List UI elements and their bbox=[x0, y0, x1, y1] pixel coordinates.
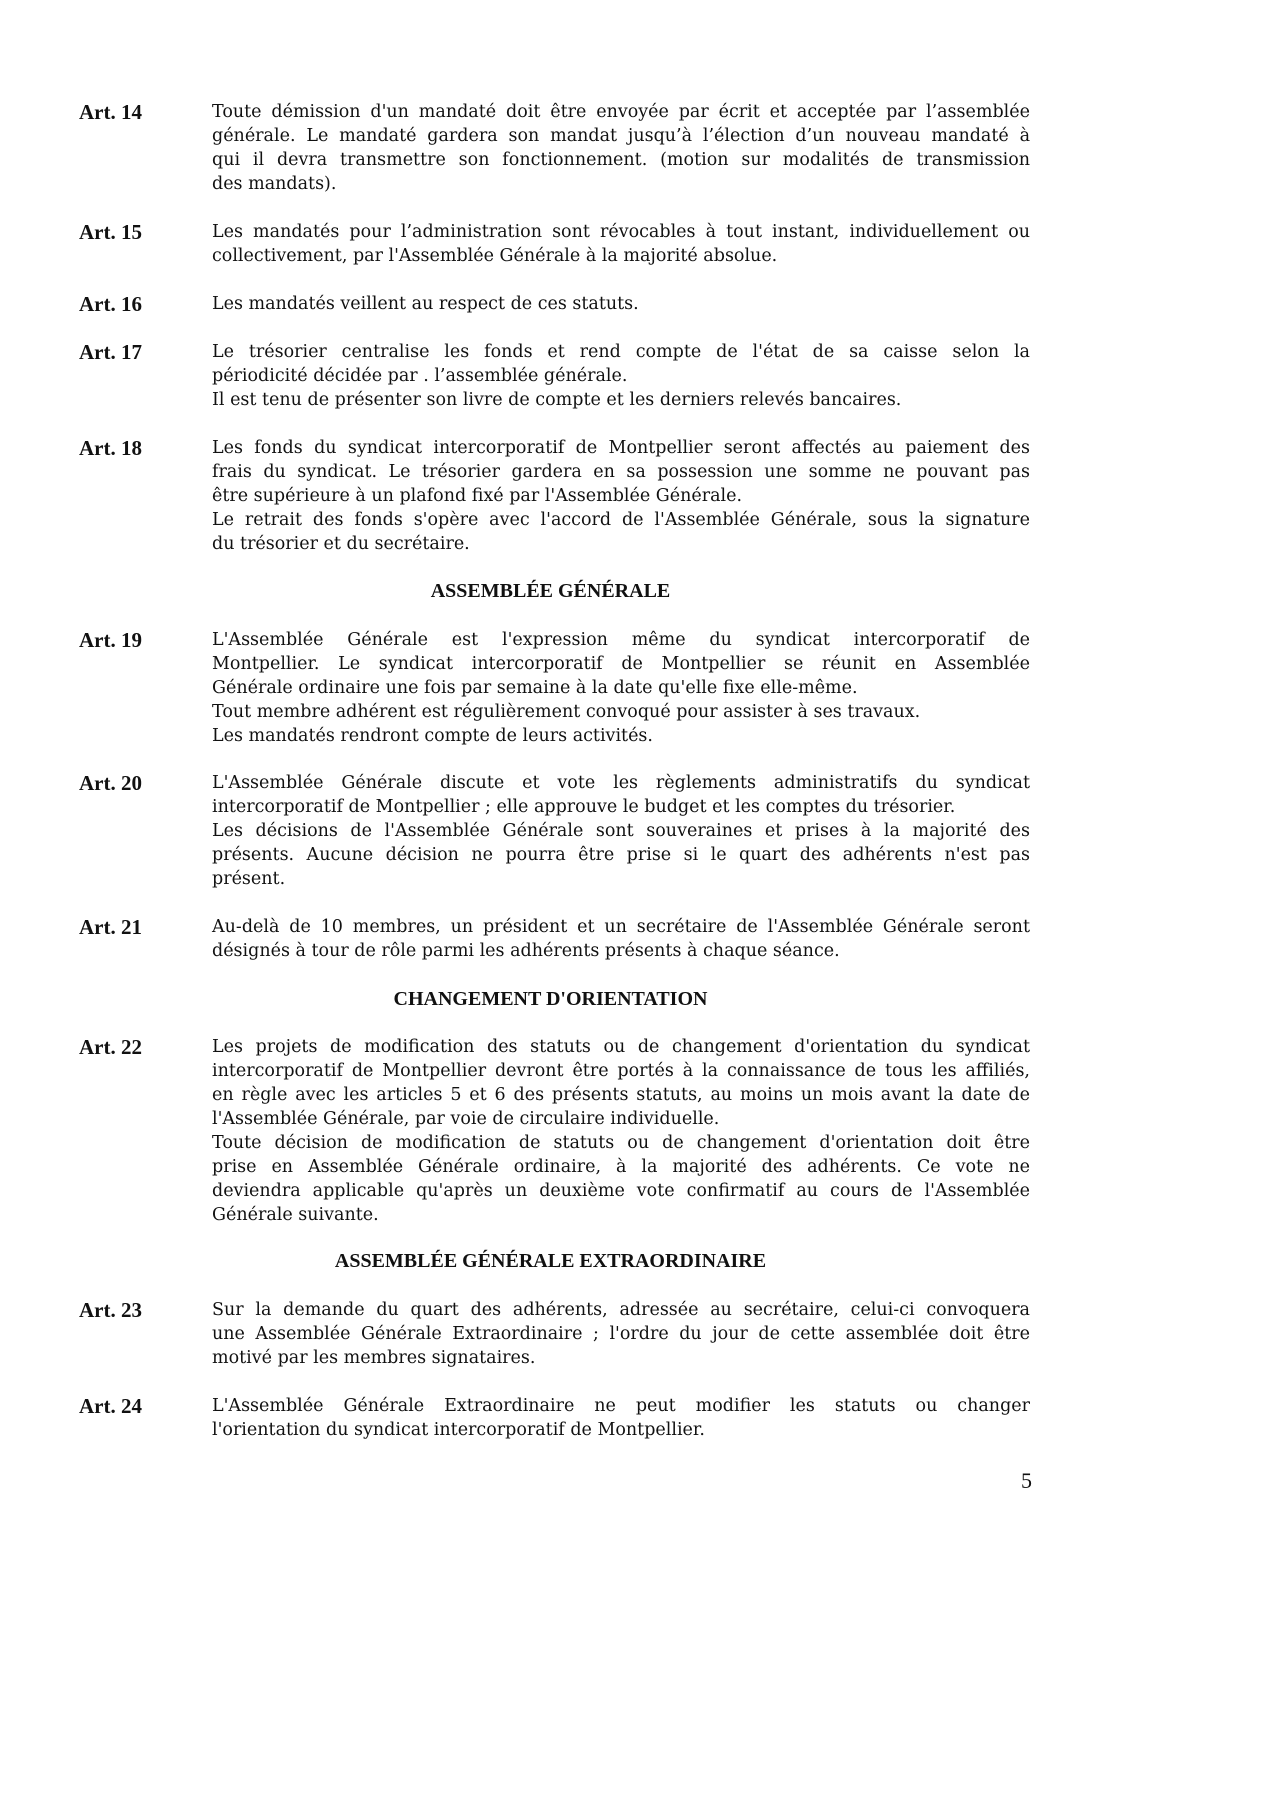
text-line: motivé par les membres signataires. bbox=[212, 1348, 536, 1368]
article-text bbox=[212, 220, 1030, 268]
text-line: Montpellier. Le syndicat intercorporatif de Montpellier se réunit en Assemblée bbox=[212, 654, 1030, 674]
text-line: Au-delà de 10 membres, un président et un secrétaire de l'Assemblée Générale seront bbox=[212, 917, 1030, 937]
article-text bbox=[212, 292, 1030, 316]
text-line: deviendra applicable qu'après un deuxième vote confirmatif au cours de l'Assemblée bbox=[212, 1181, 1030, 1201]
text-line: Sur la demande du quart des adhérents, adressée au secrétaire, celui-ci convoquera bbox=[212, 1300, 1030, 1320]
text-line: être supérieure à un plafond fixé par l'Assemblée Générale. bbox=[212, 486, 743, 506]
text-line: l'Assemblée Générale, par voie de circulaire individuelle. bbox=[212, 1109, 720, 1129]
text-line: présents. Aucune décision ne pourra être prise si le quart des adhérents n'est pas bbox=[212, 845, 1030, 865]
text-line: Les mandatés pour l’administration sont révocables à tout instant, individuellement ou bbox=[212, 222, 1030, 242]
section-heading: ASSEMBLÉE GÉNÉRALE bbox=[430, 580, 671, 602]
page-number: 5 bbox=[1021, 1468, 1032, 1493]
article-label: Art. 20 bbox=[79, 771, 142, 795]
article-label: Art. 24 bbox=[79, 1394, 142, 1418]
text-line: du trésorier et du secrétaire. bbox=[212, 534, 470, 554]
text-line: l'orientation du syndicat intercorporatif de Montpellier. bbox=[212, 1420, 705, 1440]
article-label: Art. 21 bbox=[79, 915, 142, 939]
article-text bbox=[212, 915, 1030, 963]
article-text bbox=[212, 1298, 1030, 1370]
article-label: Art. 14 bbox=[79, 100, 142, 124]
text-line: Il est tenu de présenter son livre de compte et les derniers relevés bancaires. bbox=[212, 390, 902, 410]
text-line: Générale suivante. bbox=[212, 1205, 379, 1225]
article-text bbox=[212, 340, 1030, 412]
text-line: qui il devra transmettre son fonctionnement. (motion sur modalités de transmission bbox=[212, 150, 1030, 170]
article-text bbox=[212, 771, 1030, 891]
text-line: L'Assemblée Générale discute et vote les règlements administratifs du syndicat bbox=[212, 773, 1030, 793]
text-line: présent. bbox=[212, 869, 286, 889]
text-line: générale. Le mandaté gardera son mandat jusqu’à l’élection d’un nouveau mandaté à bbox=[212, 126, 1030, 146]
article-label: Art. 19 bbox=[79, 628, 142, 652]
text-line: Les mandatés rendront compte de leurs activités. bbox=[212, 726, 653, 746]
section-heading: CHANGEMENT D'ORIENTATION bbox=[393, 988, 708, 1010]
text-line: Le trésorier centralise les fonds et rend compte de l'état de sa caisse selon la bbox=[212, 342, 1030, 362]
article-label: Art. 16 bbox=[79, 292, 142, 316]
text-line: Le retrait des fonds s'opère avec l'accord de l'Assemblée Générale, sous la signature bbox=[212, 510, 1030, 530]
text-line: en règle avec les articles 5 et 6 des présents statuts, au moins un mois avant la date de bbox=[212, 1085, 1030, 1105]
article-label: Art. 17 bbox=[79, 340, 142, 364]
text-line: Générale ordinaire une fois par semaine à la date qu'elle fixe elle-même. bbox=[212, 678, 858, 698]
section-heading: ASSEMBLÉE GÉNÉRALE EXTRAORDINAIRE bbox=[334, 1250, 767, 1272]
text-line: désignés à tour de rôle parmi les adhérents présents à chaque séance. bbox=[212, 941, 840, 961]
text-line: Les décisions de l'Assemblée Générale sont souveraines et prises à la majorité des bbox=[212, 821, 1030, 841]
article-text bbox=[212, 1394, 1030, 1442]
text-line: périodicité décidée par . l’assemblée générale. bbox=[212, 366, 628, 386]
article-text bbox=[212, 628, 1030, 748]
text-line: collectivement, par l'Assemblée Générale à la majorité absolue. bbox=[212, 246, 778, 266]
article-label: Art. 23 bbox=[79, 1298, 142, 1322]
text-line: frais du syndicat. Le trésorier gardera en sa possession une somme ne pouvant pas bbox=[212, 462, 1030, 482]
article-text bbox=[212, 100, 1030, 196]
article-text bbox=[212, 436, 1030, 556]
text-line: Les mandatés veillent au respect de ces statuts. bbox=[212, 294, 639, 314]
text-line: Toute démission d'un mandaté doit être envoyée par écrit et acceptée par l’assemblée bbox=[212, 102, 1030, 122]
text-line: Toute décision de modification de statuts ou de changement d'orientation doit être bbox=[212, 1133, 1030, 1153]
text-line: Tout membre adhérent est régulièrement convoqué pour assister à ses travaux. bbox=[212, 702, 921, 722]
text-line: une Assemblée Générale Extraordinaire ; l'ordre du jour de cette assemblée doit être bbox=[212, 1324, 1030, 1344]
text-line: intercorporatif de Montpellier devront être portés à la connaissance de tous les affiliés, bbox=[212, 1061, 1030, 1081]
text-line: prise en Assemblée Générale ordinaire, à la majorité des adhérents. Ce vote ne bbox=[212, 1157, 1030, 1177]
article-text bbox=[212, 1035, 1030, 1227]
text-line: Les projets de modification des statuts ou de changement d'orientation du syndicat bbox=[212, 1037, 1030, 1057]
text-line: Les fonds du syndicat intercorporatif de Montpellier seront affectés au paiement des bbox=[212, 438, 1030, 458]
article-label: Art. 22 bbox=[79, 1035, 142, 1059]
text-line: des mandats). bbox=[212, 174, 337, 194]
text-line: intercorporatif de Montpellier ; elle approuve le budget et les comptes du trésorier. bbox=[212, 797, 956, 817]
text-line: L'Assemblée Générale Extraordinaire ne peut modifier les statuts ou changer bbox=[212, 1396, 1030, 1416]
text-line: L'Assemblée Générale est l'expression même du syndicat intercorporatif de bbox=[212, 630, 1030, 650]
article-label: Art. 15 bbox=[79, 220, 142, 244]
article-label: Art. 18 bbox=[79, 436, 142, 460]
